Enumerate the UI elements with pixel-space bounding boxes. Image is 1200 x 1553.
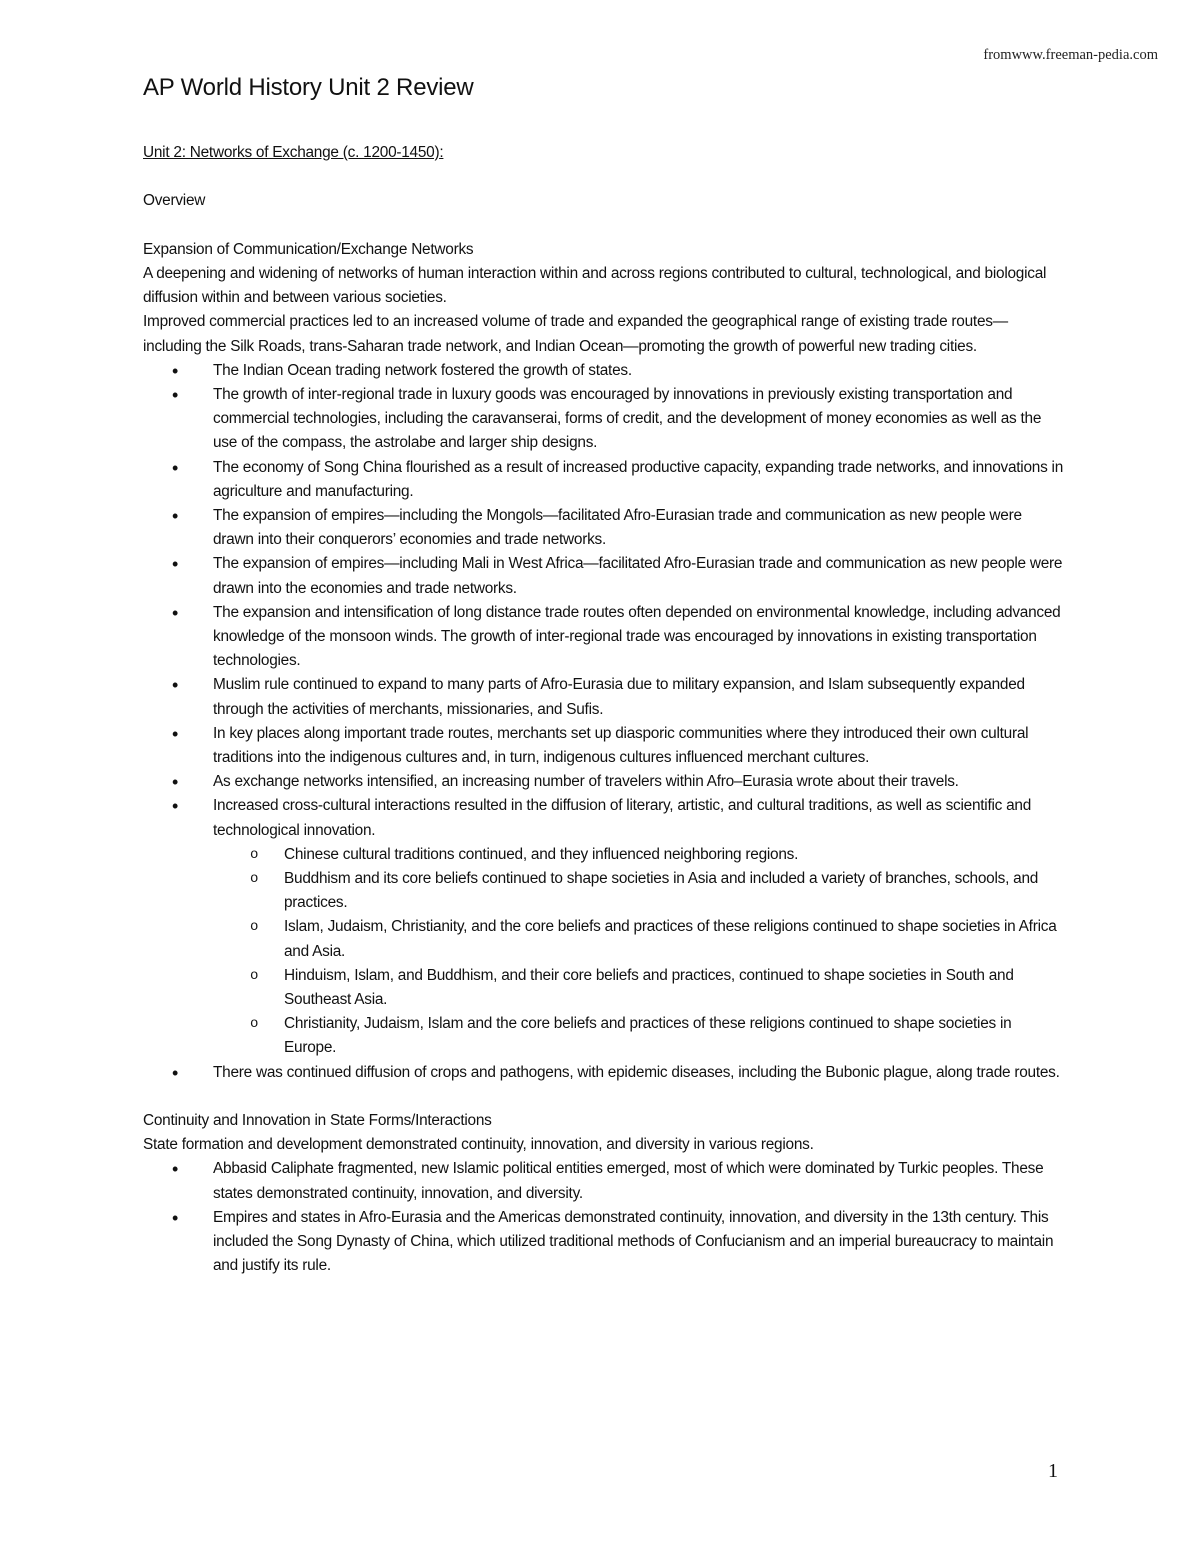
bullet-item: • Muslim rule continued to expand to many parts of Afro-Eurasia due to military expansion, and Islam subsequently expanded through the activities of merchants, missionaries, and Sufis. (213, 673, 1065, 721)
bullet-item: • Abbasid Caliphate fragmented, new Islamic political entities emerged, most of which were dominated by Turkic peoples. These states demonstrated continuity, innovation, and diversity. (213, 1157, 1065, 1205)
bullet-item: • The Indian Ocean trading network fostered the growth of states. (213, 359, 1065, 383)
section-paragraph: A deepening and widening of networks of human interaction within and across regions contributed to cultural, technological, and biological diffusion within and between various societies. (143, 264, 1047, 307)
bullet-item: • The expansion of empires—including Mali in West Africa—facilitated Afro-Eurasian trade and communication as new people were drawn into the economies and trade networks. (213, 552, 1065, 600)
spacer (143, 214, 1065, 238)
section-paragraph: Improved commercial practices led to an increased volume of trade and expanded the geographical range of existing trade routes—including the Silk Roads, trans-Saharan trade network, and Indian Ocean—promoting the growth of powerful new trading cities. (143, 313, 1008, 355)
bullet-item: • Empires and states in Afro-Eurasia and the Americas demonstrated continuity, innovation, and diversity in the 13th century. This included the Song Dynasty of China, which utilized traditional methods of Confucianism and an imperial bureaucracy to maintain and justify its rule. (213, 1206, 1065, 1279)
bullet-item (213, 794, 1065, 1060)
bullet-item: • In key places along important trade routes, merchants set up diasporic communities where they introduced their own cultural traditions into the indigenous cultures and, in turn, indigenous cultures influenced merchant cultures. (213, 722, 1065, 770)
unit-heading (143, 141, 1065, 165)
bullet-list (143, 359, 1065, 1085)
section-heading-exchange-networks: Expansion of Communication/Exchange Networks (143, 240, 474, 258)
overview-label: Overview (143, 192, 206, 210)
section-paragraph: State formation and development demonstrated continuity, innovation, and diversity in various regions. (143, 1136, 814, 1154)
unit-heading-text: Unit 2: Networks of Exchange (c. 1200-1450) (143, 144, 440, 161)
page-number: 1 (1048, 1460, 1058, 1482)
sub-bullet-item: o Buddhism and its core beliefs continued to shape societies in Asia and included a variety of branches, schools, and practices. (284, 867, 1065, 915)
sub-bullet-item: o Islam, Judaism, Christianity, and the core beliefs and practices of these religions continued to shape societies in Africa and Asia. (284, 915, 1065, 963)
document-body (143, 141, 1065, 1279)
sub-bullet-list (213, 843, 1065, 1061)
bullet-item: • The growth of inter-regional trade in luxury goods was encouraged by innovations in previously existing transportation and commercial technologies, including the caravanserai, forms of credit, and the development of money economies as well as the use of the compass, the astrolabe and larger ship designs. (213, 383, 1065, 456)
sub-bullet-item: o Christianity, Judaism, Islam and the core beliefs and practices of these religions continued to shape societies in Europe. (284, 1012, 1065, 1060)
bullet-item: • The expansion and intensification of long distance trade routes often depended on environmental knowledge, including advanced knowledge of the monsoon winds. The growth of inter-regional trade was encouraged by innovations in existing transportation technologies. (213, 601, 1065, 674)
source-url: fromwww.freeman-pedia.com (983, 47, 1158, 63)
bullet-list (143, 1157, 1065, 1278)
spacer (143, 1085, 1065, 1109)
bullet-item: • As exchange networks intensified, an increasing number of travelers within Afro–Eurasia wrote about their travels. (213, 770, 1065, 794)
page-title: AP World History Unit 2 Review (143, 74, 474, 101)
bullet-item: • The economy of Song China flourished as a result of increased productive capacity, expanding trade networks, and innovations in agriculture and manufacturing. (213, 456, 1065, 504)
bullet-item-text: Increased cross-cultural interactions resulted in the diffusion of literary, artistic, and cultural traditions, as well as scientific and technological innovation. (213, 797, 1032, 839)
bullet-item: • The expansion of empires—including the Mongols—facilitated Afro-Eurasian trade and communication as new people were drawn into their conquerors’ economies and trade networks. (213, 504, 1065, 552)
spacer (143, 165, 1065, 189)
sub-bullet-item: o Hinduism, Islam, and Buddhism, and their core beliefs and practices, continued to shape societies in South and Southeast Asia. (284, 964, 1065, 1012)
sub-bullet-item: o Chinese cultural traditions continued, and they influenced neighboring regions. (284, 843, 1065, 867)
section-heading-state-forms: Continuity and Innovation in State Forms/Interactions (143, 1112, 492, 1130)
unit-heading-colon: : (439, 144, 444, 161)
bullet-item: • There was continued diffusion of crops and pathogens, with epidemic diseases, including the Bubonic plague, along trade routes. (213, 1061, 1065, 1085)
